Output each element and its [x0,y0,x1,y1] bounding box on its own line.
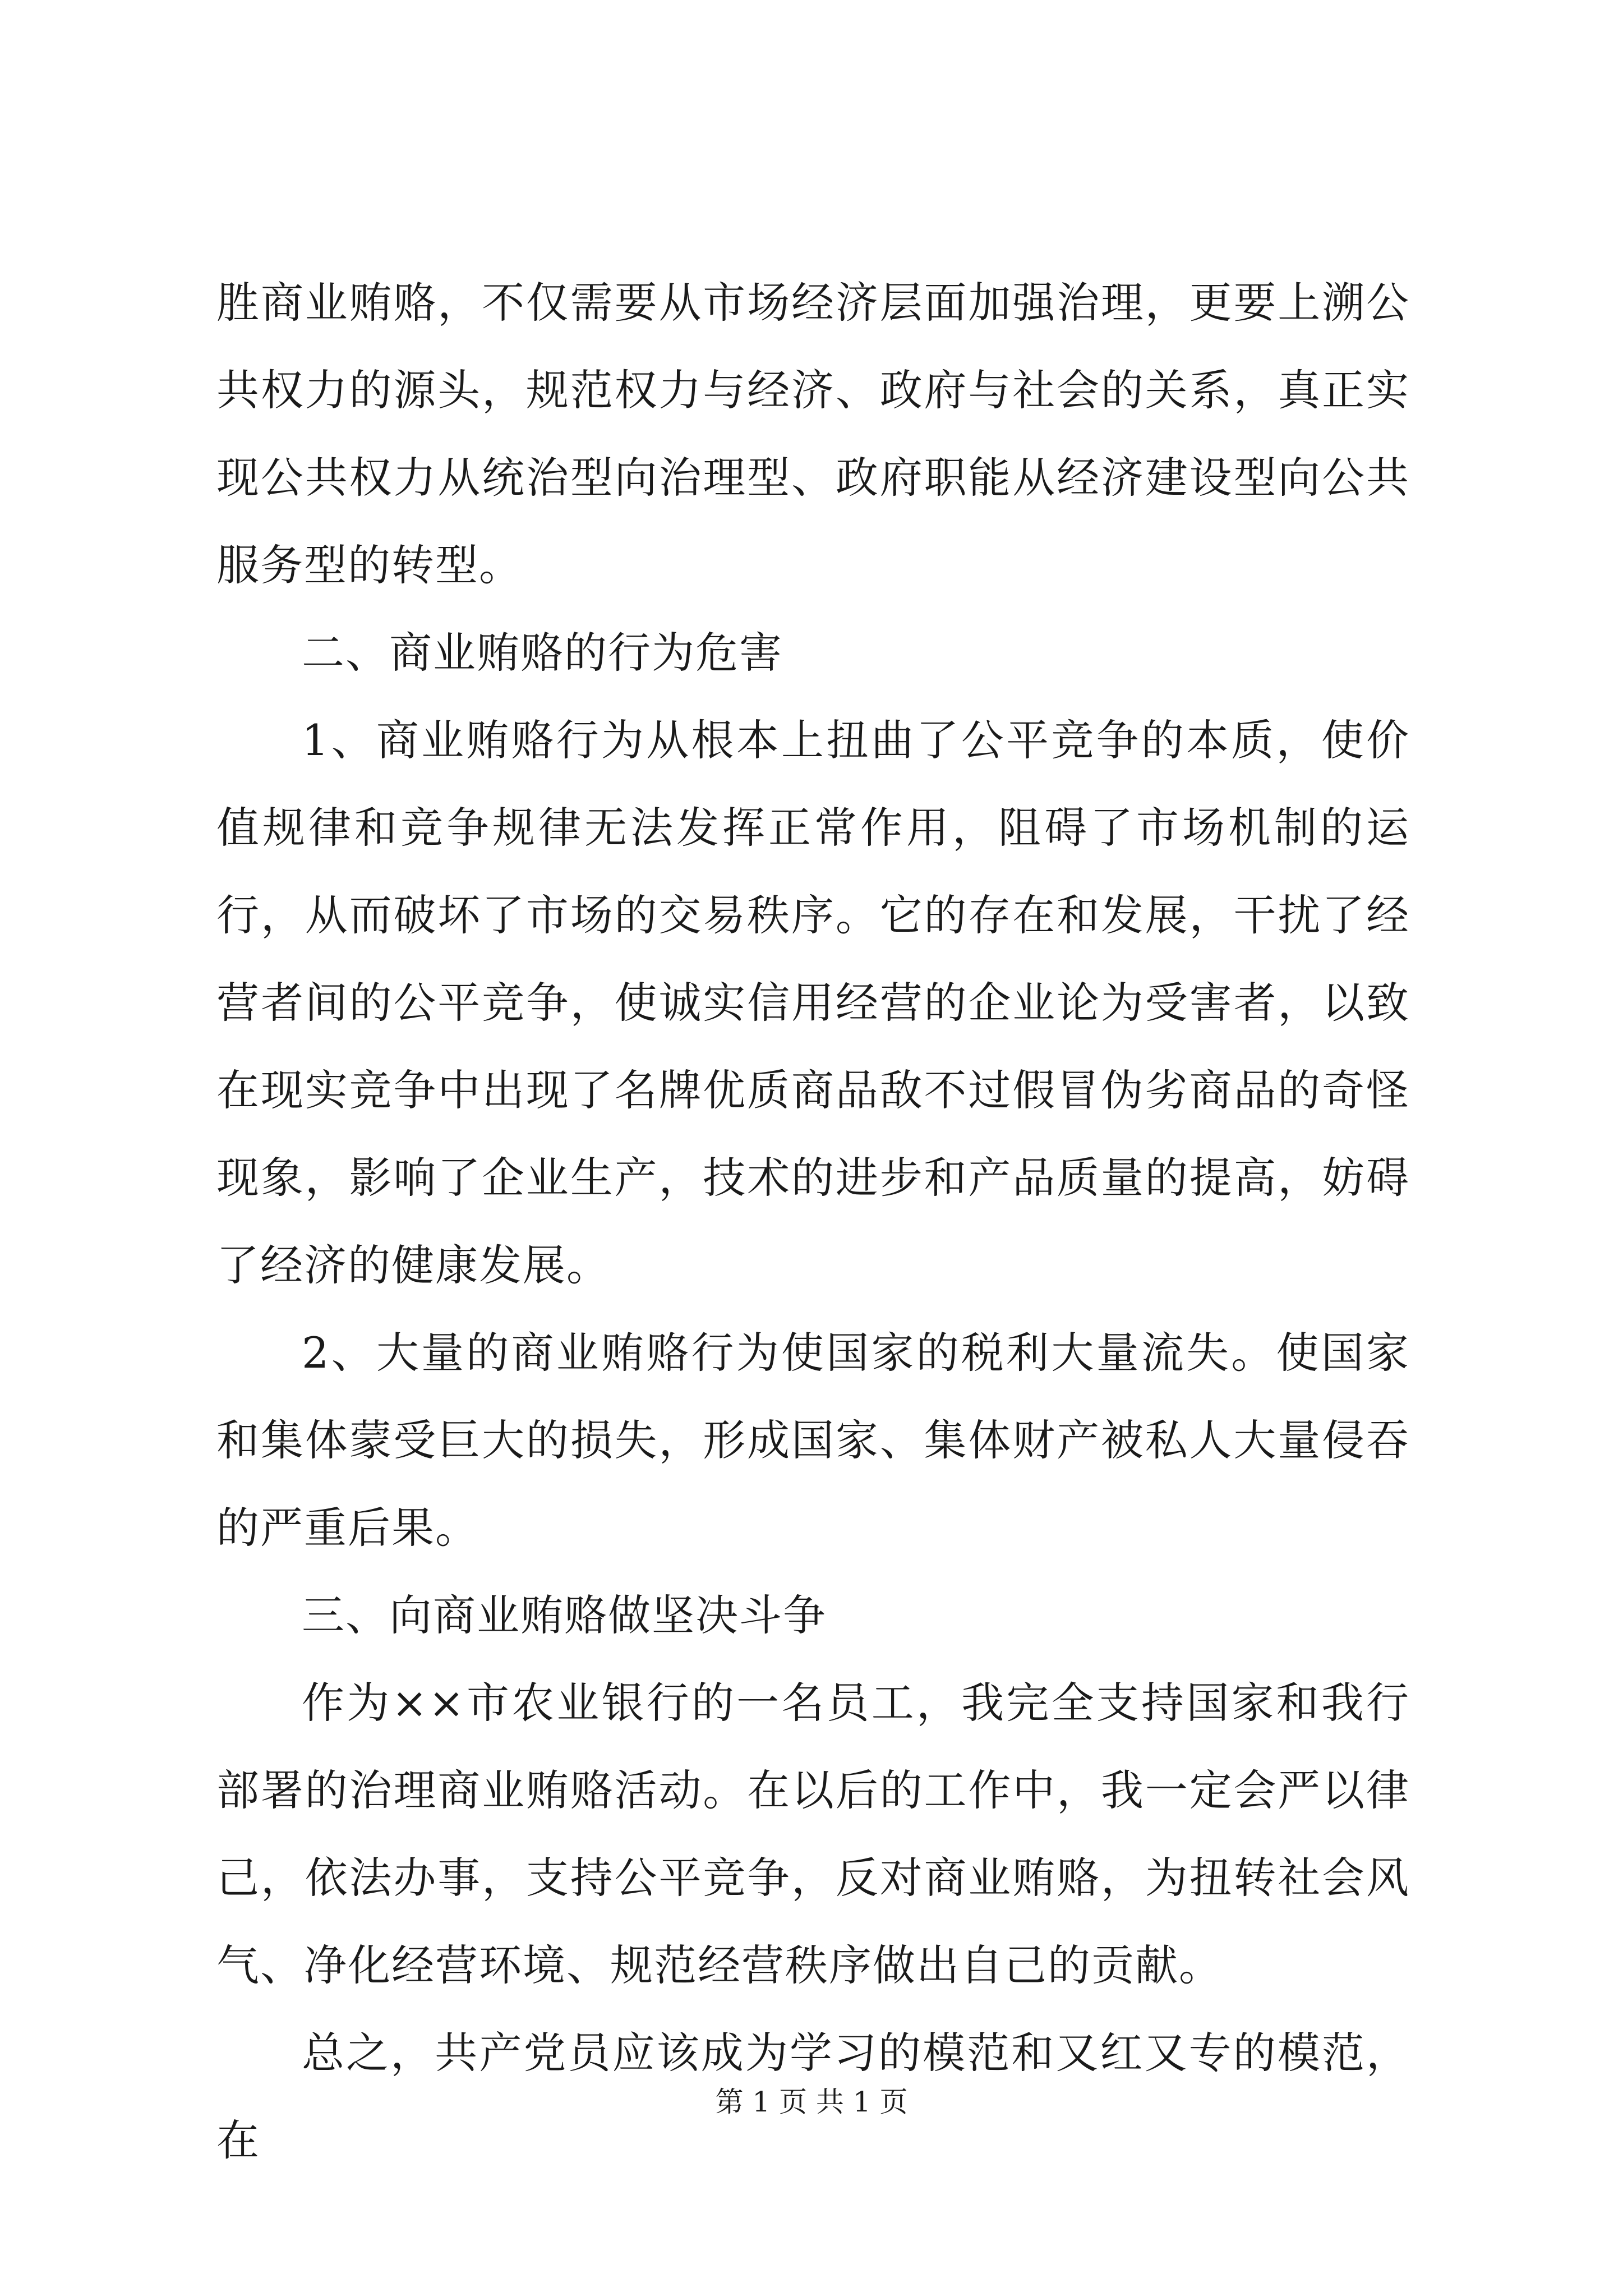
paragraph-employee-statement: 作为××市农业银行的一名员工，我完全支持国家和我行部署的治理商业贿赂活动。在以后的工作中，我一定会严以律己，依法办事，支持公平竞争，反对商业贿赂，为扭转社会风气、净化经营环境、规范经营秩序做出自己的贡献。 [216,1678,1410,1990]
paragraph-point-1: 1、商业贿赂行为从根本上扭曲了公平竞争的本质，使价值规律和竞争规律无法发挥正常作用，阻碍了市场机制的运行，从而破坏了市场的交易秩序。它的存在和发展，干扰了经营者间的公平竞争，使诚实信用经营的企业论为受害者，以致在现实竞争中出现了名牌优质商品敌不过假冒伪劣商品的奇怪现象，影响了企业生产，技术的进步和产品质量的提高，妨碍了经济的健康发展。 [216,715,1410,1290]
document-body [216,259,1410,2184]
paragraph-1: 胜商业贿赂，不仅需要从市场经济层面加强治理，更要上溯公共权力的源头，规范权力与经济、政府与社会的关系，真正实现公共权力从统治型向治理型、政府职能从经济建设型向公共服务型的转型。 [216,278,1410,590]
page-footer: 第 1 页 共 1 页 [715,2086,908,2118]
section-heading-2: 二、商业贿赂的行为危害 [302,628,783,678]
section-heading-3: 三、向商业贿赂做坚决斗争 [302,1590,827,1640]
paragraph-point-2: 2、大量的商业贿赂行为使国家的税利大量流失。使国家和集体蒙受巨大的损失，形成国家、集体财产被私人大量侵吞的严重后果。 [216,1328,1410,1553]
paragraph-conclusion: 总之，共产党员应该成为学习的模范和又红又专的模范，在 [216,2028,1410,2165]
